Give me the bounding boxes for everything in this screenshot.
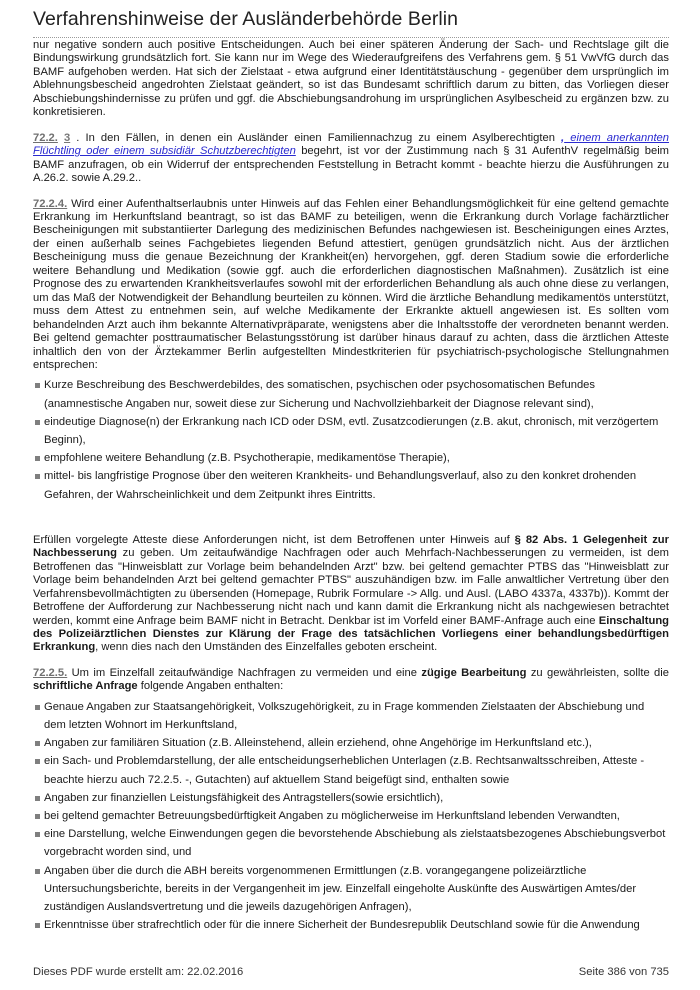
creation-date: Dieses PDF wurde erstellt am: 22.02.2016	[33, 966, 244, 978]
page-header	[33, 8, 669, 38]
text-segment: , wenn dies nach den Umständen des Einzelfalles geboten erscheint.	[95, 641, 438, 654]
bold-segment: § 82 Abs. 1 Gelegenheit zur Nachbesserung	[33, 533, 669, 560]
section-ref-3[interactable]: 3	[63, 131, 71, 144]
text-segment: Erfüllen vorgelegte Atteste diese Anforderungen nicht, ist dem Betroffenen unter Hinweis auf	[33, 533, 515, 546]
header-divider	[33, 37, 669, 38]
paragraph-nachbesserung	[33, 534, 669, 655]
text-segment: begehrt, ist vor der Zustimmung nach § 31 AufenthV regelmäßig beim BAMF anzufragen, ob ein Widerruf der entsprechenden Feststellung in Betracht kommt - beachte hierzu die Ausführungen zu A.26.2. sowie A.29.2..	[33, 145, 670, 185]
comma-link[interactable]: ,	[561, 131, 565, 144]
page-number: Seite 386 von 735	[578, 966, 669, 978]
list-item: Kurze Beschreibung des Beschwerdebildes, des somatischen, psychischen oder psychosomatischen Befundes (anamnestische Angaben nur, soweit diese zur Sicherung und Nachvollziehbarkeit der Diagnose relevant sind),	[33, 376, 669, 412]
list-item: bei geltend gemachter Betreuungsbedürftigkeit Angaben zu möglicherweise im Herkunftsland lebenden Verwandten,	[33, 807, 669, 825]
text-segment: Wird einer Aufenthaltserlaubnis unter Hinweis auf das Fehlen einer Behandlungsmöglichkeit für eine geltend gemachte Erkrankung im Herkunftsland beantragt, so ist das BAMF zu beteiligen, wenn die Erkrankung durch Vorlage fachärztlicher Bescheinigungen mit substantiierter Darlegung des medizinischen Befundes nachgewiesen ist. Bescheinigungen eines Arztes, der einen außerhalb seines Fachgebietes liegenden Befund attestiert, genügen grundsätzlich nicht. Aus der ärztlichen Bescheinigung muss die genaue Bezeichnung der Krankheit(en) hervorgehen, ggf. deren Stadium sowie die erforderliche weitere Behandlung und Medikation (sowie ggf. auch die erforderlichen diagnostischen Maßnahmen). Zusätzlich ist eine Prognose des zu erwartenden Krankheitsverlaufes sowohl mit der erforderlichen Behandlung als auch ohne diese zu verlangen, um das Maß der Notwendigkeit der Behandlung beurteilen zu können. Wird die ärztliche Behandlung medikamentös unterstützt, muss dem Attest zu entnehmen sein, auf welche Medikamente der Erkrankte aktuell angewiesen ist. Es sollten vom behandelnden Arzt auch ihm bekannte Alternativpräparate, wenigstens aber die Inhaltsstoffe der verordneten benannt werden. Bei geltend gemachter posttraumatischer Belastungsstörung ist darüber hinaus darauf zu achten, dass die ärztlichen Atteste inhaltlich den von der Ärztekammer Berlin aufgestellten Mindestkriterien für psychiatrisch-psychologische Stellungnahmen entsprechen:	[33, 197, 669, 371]
text-segment: folgende Angaben enthalten:	[137, 680, 284, 693]
text-segment: zu geben. Um zeitaufwändige Nachfragen oder auch Mehrfach-Nachbesserungen zu vermeiden, ist dem Betroffenen das "Hinweisblatt zur Vorlage beim behandelnden Arzt" bzw. bei geltend gemachter PTBS das "Hinweisblatt zur Vorlage beim behandelnden Arzt bei geltend gemachter PTBS" auszuhändigen bzw. im Falle anwaltlicher Vertretung über den Verfahrensbevollmächtigten zu übersenden (Homepage, Rubrik Formulare -> Allg. und Ausl. (LABO 4337a, 4337b)). Kommt der Betroffene der Aufforderung zur Nachbesserung nicht nach und kann damit die Erkrankung nicht als nachgewiesen betrachtet werden, kommt eine Anfrage beim BAMF nicht in Betracht. Denkbar ist im Vorfeld einer BAMF-Anfrage auch eine	[33, 547, 669, 627]
list-item: eindeutige Diagnose(n) der Erkrankung nach ICD oder DSM, evtl. Zusatzcodierungen (z.B. akut, chronisch, mit verzögertem Beginn),	[33, 413, 669, 449]
list-item: Genaue Angaben zur Staatsangehörigkeit, Volkszugehörigkeit, zu in Frage kommenden Zielstaaten der Abschiebung und dem letzten Wohnort im Herkunftsland,	[33, 698, 669, 734]
text-segment: zu gewährleisten, sollte die	[526, 666, 669, 679]
paragraph-72-2-4	[33, 198, 669, 373]
text-segment: Um im Einzelfall zeitaufwändige Nachfragen zu vermeiden und eine	[67, 666, 422, 679]
list-item: mittel- bis langfristige Prognose über den weiteren Krankheits- und Behandlungsverlauf, also zu den konkret drohenden Gefahren, der Wahrscheinlichkeit und dem Zeitpunkt ihres Eintritts.	[33, 467, 669, 503]
section-ref-72-2-4[interactable]: 72.2.4.	[33, 197, 68, 210]
list-item: Erkenntnisse über strafrechtlich oder für die innere Sicherheit der Bundesrepublik Deutschland sowie für die Anwendung	[33, 916, 669, 934]
list-item: Angaben zur finanziellen Leistungsfähigkeit des Antragstellers(sowie ersichtlich),	[33, 789, 669, 807]
section-ref-72-2[interactable]: 72.2.	[33, 131, 58, 144]
paragraph-bindungswirkung: nur negative sondern auch positive Entscheidungen. Auch bei einer späteren Änderung der Sach- und Rechtslage gilt die Bindungswirkung grundsätzlich fort. Sie kann nur im Wege des Wiederaufgreifens des Verfahrens gem. § 51 VwVfG durch das BAMF aufgehoben werden. Hat sich der Zielstaat - etwa aufgrund einer Identitätstäuschung - gegenüber dem ursprünglich im Ablehnungsbescheid angedrohten Zielstaat geändert, so ist das Bundesamt schriftlich darum zu bitten, das Vorliegen dieser Abschiebungshindernisse zu prüfen und ggf. die Abschiebungsandrohung im ursprünglichen Asylbescheid zu ergänzen bzw. zu konkretisieren.	[33, 39, 669, 119]
bold-segment: schriftliche Anfrage	[33, 680, 138, 693]
fluechtling-link[interactable]: einem anerkannten Flüchtling oder einem subsidiär Schutzberechtigten	[33, 131, 669, 158]
list-item: Angaben über die durch die ABH bereits vorgenommenen Ermittlungen (z.B. vorangegangene polizeiärztliche Untersuchungsberichte, bereits in der Vergangenheit im jew. Einzelfall eingeholte Auskünfte des Auswärtigen Amtes/der zuständigen Auslandsvertretung und die jeweils dazugehörigen Anfragen),	[33, 862, 669, 917]
list-item: Angaben zur familiären Situation (z.B. Alleinstehend, allein erziehend, ohne Angehörige im Herkunftsland etc.),	[33, 734, 669, 752]
list-item: ein Sach- und Problemdarstellung, der alle entscheidungserheblichen Unterlagen (z.B. Rechtsanwaltsschreiben, Atteste - beachte hierzu auch 72.2.5. -, Gutachten) auf aktuellem Stand beigefügt sind, enthalten sowie	[33, 752, 669, 788]
criteria-list	[33, 376, 669, 503]
text-segment: . In den Fällen, in denen ein Ausländer einen Familiennachzug zu einem Asylberechtigten	[70, 131, 562, 144]
bold-segment: Einschaltung des Polizeiärztlichen Dienstes zur Klärung der Frage des tatsächlichen Vorliegens einer behandlungsbedürftigen Erkrankung	[33, 614, 669, 654]
section-ref-72-2-5[interactable]: 72.2.5.	[33, 666, 68, 679]
document-title: Verfahrenshinweise der Ausländerbehörde Berlin	[33, 8, 459, 30]
request-contents-list	[33, 698, 669, 935]
paragraph-72-2-5	[33, 667, 669, 694]
document-body	[33, 39, 669, 934]
bold-segment: zügige Bearbeitung	[421, 666, 527, 679]
list-item: eine Darstellung, welche Einwendungen gegen die bevorstehende Abschiebung als zielstaatsbezogenes Abschiebungsverbot vorgebracht worden sind, und	[33, 825, 669, 861]
list-item: empfohlene weitere Behandlung (z.B. Psychotherapie, medikamentöse Therapie),	[33, 449, 669, 467]
paragraph-72-2-3	[33, 132, 669, 186]
